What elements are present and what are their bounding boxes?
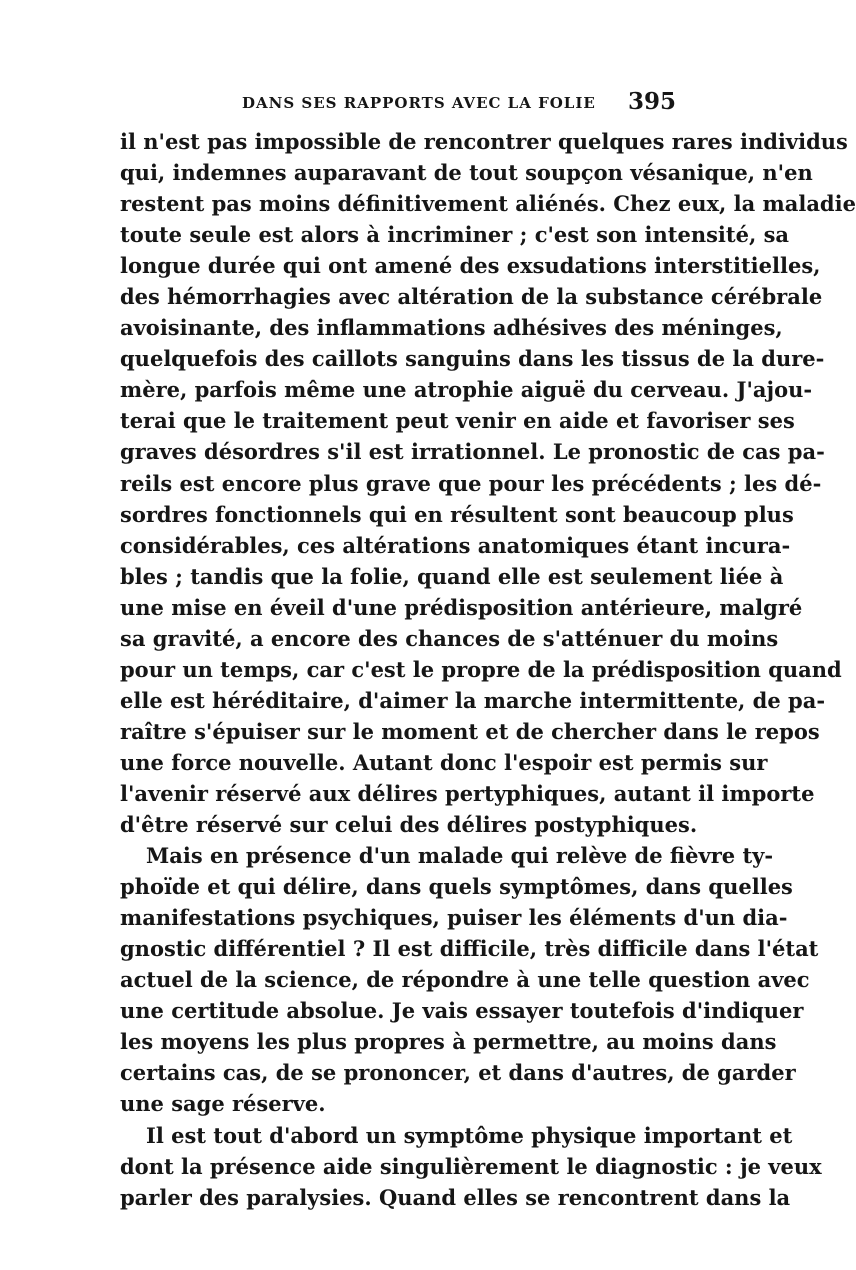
text-line: une mise en éveil d'une prédisposition antérieure, malgré	[120, 594, 803, 620]
text-line: qui, indemnes auparavant de tout soupçon vésanique, n'en	[120, 160, 813, 186]
text-line: quelquefois des caillots sanguins dans les tissus de la dure-	[120, 346, 825, 372]
page-header	[120, 88, 676, 122]
text-line: actuel de la science, de répondre à une telle question avec	[120, 967, 810, 993]
text-line: des hémorrhagies avec altération de la substance cérébrale	[120, 284, 823, 310]
text-line: restent pas moins définitivement aliénés. Chez eux, la maladie	[120, 191, 856, 217]
text-line: raître s'épuiser sur le moment et de chercher dans le repos	[120, 718, 820, 744]
text-line: certains cas, de se prononcer, et dans d'autres, de garder	[120, 1060, 796, 1086]
text-line: reils est encore plus grave que pour les précédents ; les dé-	[120, 470, 822, 496]
text-line: sa gravité, a encore des chances de s'atténuer du moins	[120, 625, 779, 651]
text-line: il n'est pas impossible de rencontrer quelques rares individus	[120, 129, 848, 154]
text-line: graves désordres s'il est irrationnel. Le pronostic de cas pa-	[120, 439, 825, 465]
text-line: d'être réservé sur celui des délires postyphiques.	[120, 812, 698, 838]
text-line: une force nouvelle. Autant donc l'espoir est permis sur	[120, 749, 768, 775]
page-number: 395	[627, 88, 676, 115]
text-line: une certitude absolue. Je vais essayer toutefois d'indiquer	[120, 998, 804, 1024]
running-title: DANS SES RAPPORTS AVEC LA FOLIE	[242, 94, 596, 112]
text-line: l'avenir réservé aux délires pertyphiques, autant il importe	[120, 780, 815, 806]
body-text	[120, 126, 856, 1213]
text-line: pour un temps, car c'est le propre de la prédisposition quand	[120, 656, 842, 682]
text-line: manifestations psychiques, puiser les éléments d'un dia-	[120, 905, 788, 931]
text-line: dont la présence aide singulièrement le diagnostic : je veux	[120, 1153, 822, 1179]
text-line: les moyens les plus propres à permettre, au moins dans	[120, 1029, 777, 1055]
text-line: phoïde et qui délire, dans quels symptômes, dans quelles	[120, 874, 793, 900]
text-line: toute seule est alors à incriminer ; c'est son intensité, sa	[120, 222, 789, 248]
text-line: terai que le traitement peut venir en aide et favoriser ses	[120, 408, 795, 434]
text-line: avoisinante, des inflammations adhésives des méninges,	[120, 315, 783, 341]
text-line: une sage réserve.	[120, 1091, 326, 1117]
text-line: bles ; tandis que la folie, quand elle est seulement liée à	[120, 563, 784, 589]
text-line: mère, parfois même une atrophie aiguë du cerveau. J'ajou-	[120, 377, 813, 403]
text-line: elle est héréditaire, d'aimer la marche intermittente, de pa-	[120, 687, 826, 713]
text-line: Il est tout d'abord un symptôme physique important et	[146, 1122, 793, 1148]
text-line: parler des paralysies. Quand elles se rencontrent dans la	[120, 1184, 791, 1210]
text-line: gnostic différentiel ? Il est difficile, très difficile dans l'état	[120, 936, 819, 962]
text-line: considérables, ces altérations anatomiques étant incura-	[120, 532, 791, 558]
text-line: Mais en présence d'un malade qui relève de fièvre ty-	[146, 843, 774, 869]
text-line: sordres fonctionnels qui en résultent sont beaucoup plus	[120, 501, 794, 527]
text-line: longue durée qui ont amené des exsudations interstitielles,	[120, 253, 821, 279]
